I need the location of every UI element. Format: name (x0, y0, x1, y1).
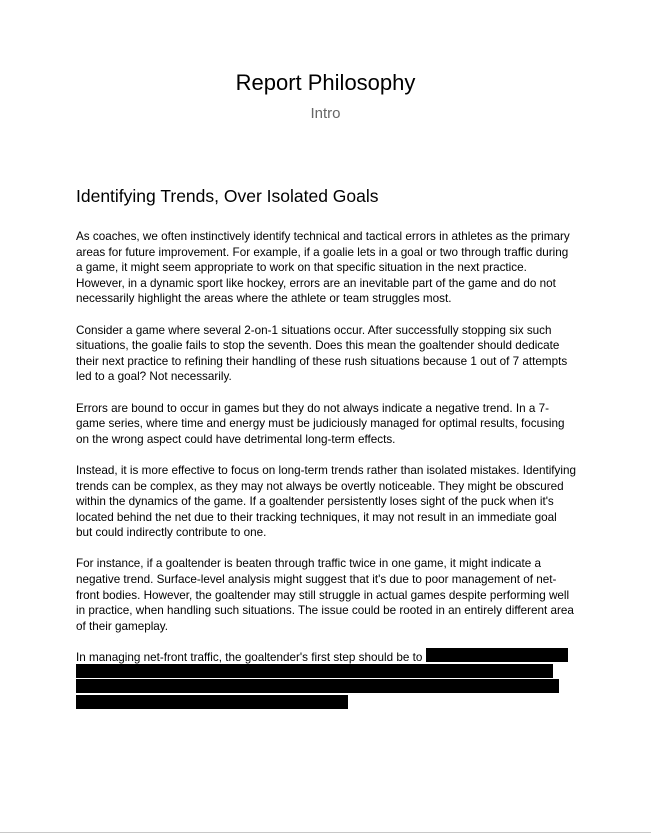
paragraph: Consider a game where several 2-on-1 situations occur. After successfully stopping six such situations, the goalie fails to stop the seventh. Does this mean the goaltender should dedicate their next practice to refining their handling of these rush situations because 1 out of 7 attempts led to a goal? Not necessarily. (76, 323, 568, 384)
page-title: Report Philosophy (235, 70, 416, 95)
paragraph: Errors are bound to occur in games but they do not always indicate a negative trend. In a 7-game series, where time and energy must be judiciously managed for optimal results, focusing on the wrong aspect could have detrimental long-term effects. (76, 401, 565, 446)
paragraph: For instance, if a goaltender is beaten through traffic twice in one game, it might indicate a negative trend. Surface-level analysis might suggest that it's due to poor management of net-front bodies. However, the goaltender may still struggle in actual games despite performing well in practice, when handling such situations. The issue could be rooted in an entirely different area of their gameplay. (76, 557, 574, 633)
body-text (76, 229, 576, 681)
redaction-bar (426, 648, 568, 662)
paragraph: As coaches, we often instinctively identify technical and tactical errors in athletes as the primary areas for future improvement. For example, if a goalie lets in a goal or two through traffic during a game, it might seem appropriate to work on that specific situation in the next practice. However, in a dynamic sport like hockey, errors are an inevitable part of the game and do not necessarily highlight the areas where the athlete or team struggles most. (76, 230, 570, 306)
section-heading: Identifying Trends, Over Isolated Goals (76, 186, 379, 206)
final-paragraph: In managing net-front traffic, the goaltender's first step should be to (76, 651, 423, 665)
paragraph: Instead, it is more effective to focus on long-term trends rather than isolated mistakes. Identifying trends can be complex, as they may not always be overtly noticeable. They might be obscured within the dynamics of the game. If a goaltender persistently loses sight of the puck when it's located behind the net due to their tracking techniques, it may not result in an immediate goal but could indirectly contribute to one. (76, 463, 576, 540)
redaction-bar (76, 695, 348, 709)
redaction-bar (76, 664, 553, 678)
page-subtitle: Intro (310, 105, 341, 122)
redaction-bar (76, 679, 559, 693)
page-divider (0, 832, 651, 833)
